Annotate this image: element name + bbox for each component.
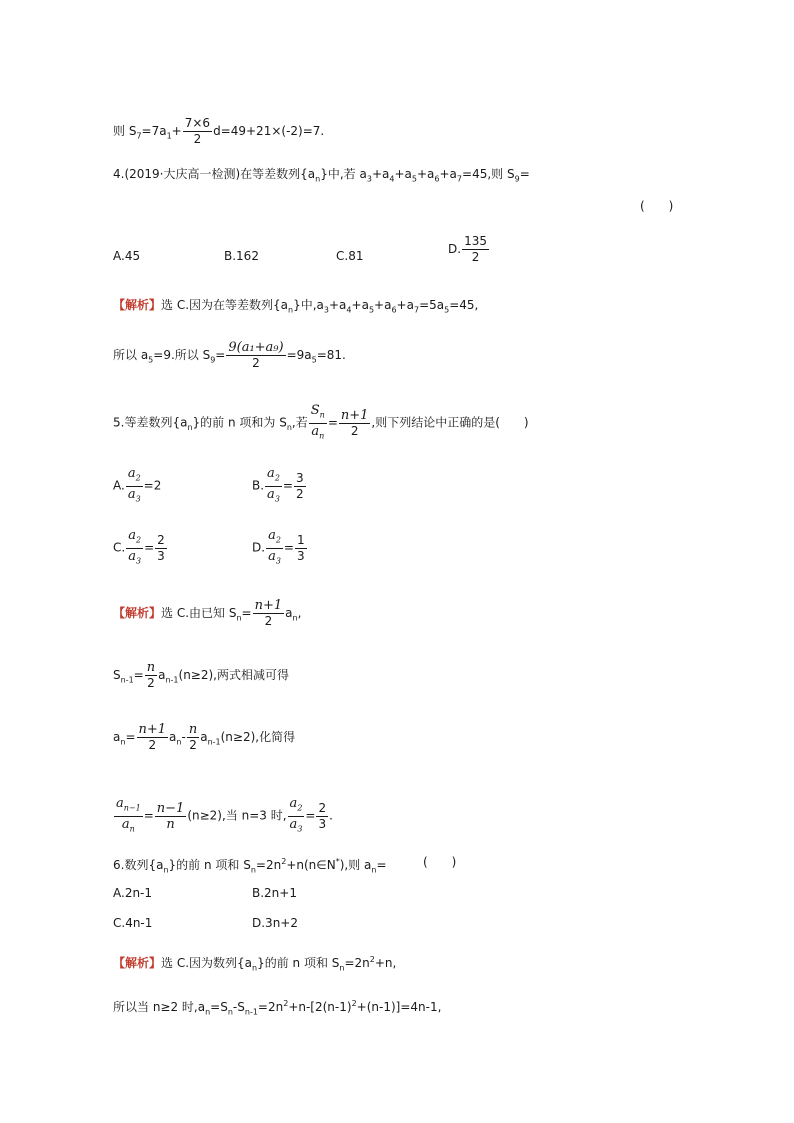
q4-option-a: A.45 [113, 249, 141, 263]
q5-option-a: A. $\frac{a_2}{a_3}$ =2 [113, 466, 162, 504]
q6-option-c: C.4n-1 [113, 916, 153, 930]
q4-solution-line2: 所以 $a_5=9$.所以 $S_9=$ $\frac{\text{9(a₁+a₉)}}{2}$ $=9a_5=81$. [113, 340, 346, 370]
q6-solution-line2: 所以当 n≥2 时$,a_n=S_n-S_{n-1}=2n^2+n-[2(n-1)^2+(n-1)]=4n-1$, [113, 999, 442, 1017]
q5-option-d: D. $\frac{a_2}{a_3}$ = $\frac{1}{3}$ [252, 528, 305, 566]
question-6-stem: 6.数列$\{a_n\}$的前 n 项和 $S_n=2n^2+n(n\in N^*)$,则 $a_n=$ [113, 857, 387, 875]
analysis-tag: 【解析】 [113, 298, 162, 312]
q6-option-b: B.2n+1 [252, 886, 297, 900]
analysis-tag: 【解析】 [113, 606, 162, 620]
q4-option-b: B.162 [224, 249, 259, 263]
q5-option-b: B. $\frac{a_2}{a_3}$ = $\frac{3}{2}$ [252, 466, 304, 504]
q4-option-d: D. $\frac{135}{2}$ [448, 234, 487, 264]
q5-option-c: C. $\frac{a_2}{a_3}$ = $\frac{2}{3}$ [113, 528, 165, 566]
q5-solution-line3: $a_n=$ $\frac{n+1}{2}$ $a_n-$ $\frac{n}{2}$ $a_{n-1}(n\ge 2)$,化简得 [113, 722, 296, 752]
line-s7: 则 $S_7=7a_1+$ $\frac{7\times 6}{2}$ d=49+21×(-2)=7. [113, 116, 325, 146]
analysis-tag: 【解析】 [113, 956, 162, 970]
fraction-9-sum: $\frac{\text{9(a₁+a₉)}}{2}$ [228, 340, 284, 370]
question-5-stem: 5.等差数列$\{a_n\}$的前 n 项和为 $S_n$,若 $\frac{S_n}{a_n}$ = $\frac{n+1}{2}$ ,则下列结论中正确的是( ) [113, 403, 529, 441]
q5-solution-line1: 【解析】选 C.由已知 $S_n=$ $\frac{n+1}{2}$ $a_n$, [113, 598, 302, 628]
fraction-7x6-over-2: $\frac{7\times 6}{2}$ [184, 116, 211, 146]
q6-solution-line1: 【解析】选 C.因为数列$\{a_n\}$的前 n 项和 $S_n=2n^2+n$, [113, 955, 397, 973]
answer-paren: ( ) [423, 855, 457, 869]
q4-solution-line1: 【解析】选 C.因为在等差数列$\{a_n\}$中$,a_3+a_4+a_5+a_6+a_7=5a_5=45$, [113, 298, 479, 315]
q4-terms: $_3+a_4+a_5+a_6+a_7$ [366, 167, 463, 184]
q5-solution-line2: $S_{n-1}=$ $\frac{n}{2}$ $a_{n-1}(n\ge 2)$,两式相减可得 [113, 660, 289, 690]
q4-option-c: C.81 [336, 249, 364, 263]
answer-paren: ( ) [640, 199, 674, 213]
q5-solution-line4: $\frac{a_{n-1}}{a_n}$ = $\frac{n-1}{n}$ (n≥2),当 n=3 时, $\frac{a_2}{a_3}$ = $\frac{2}{3}$ . [116, 796, 333, 834]
question-4-stem: 4.(2019·大庆高一检测)在等差数列$\{a_n\}$中,若 $a_3+a_4+a_5+a_6+a_7=45$,则 $S_9=$ [113, 167, 530, 184]
q6-option-d: D.3n+2 [252, 916, 298, 930]
q6-option-a: A.2n-1 [113, 886, 153, 900]
